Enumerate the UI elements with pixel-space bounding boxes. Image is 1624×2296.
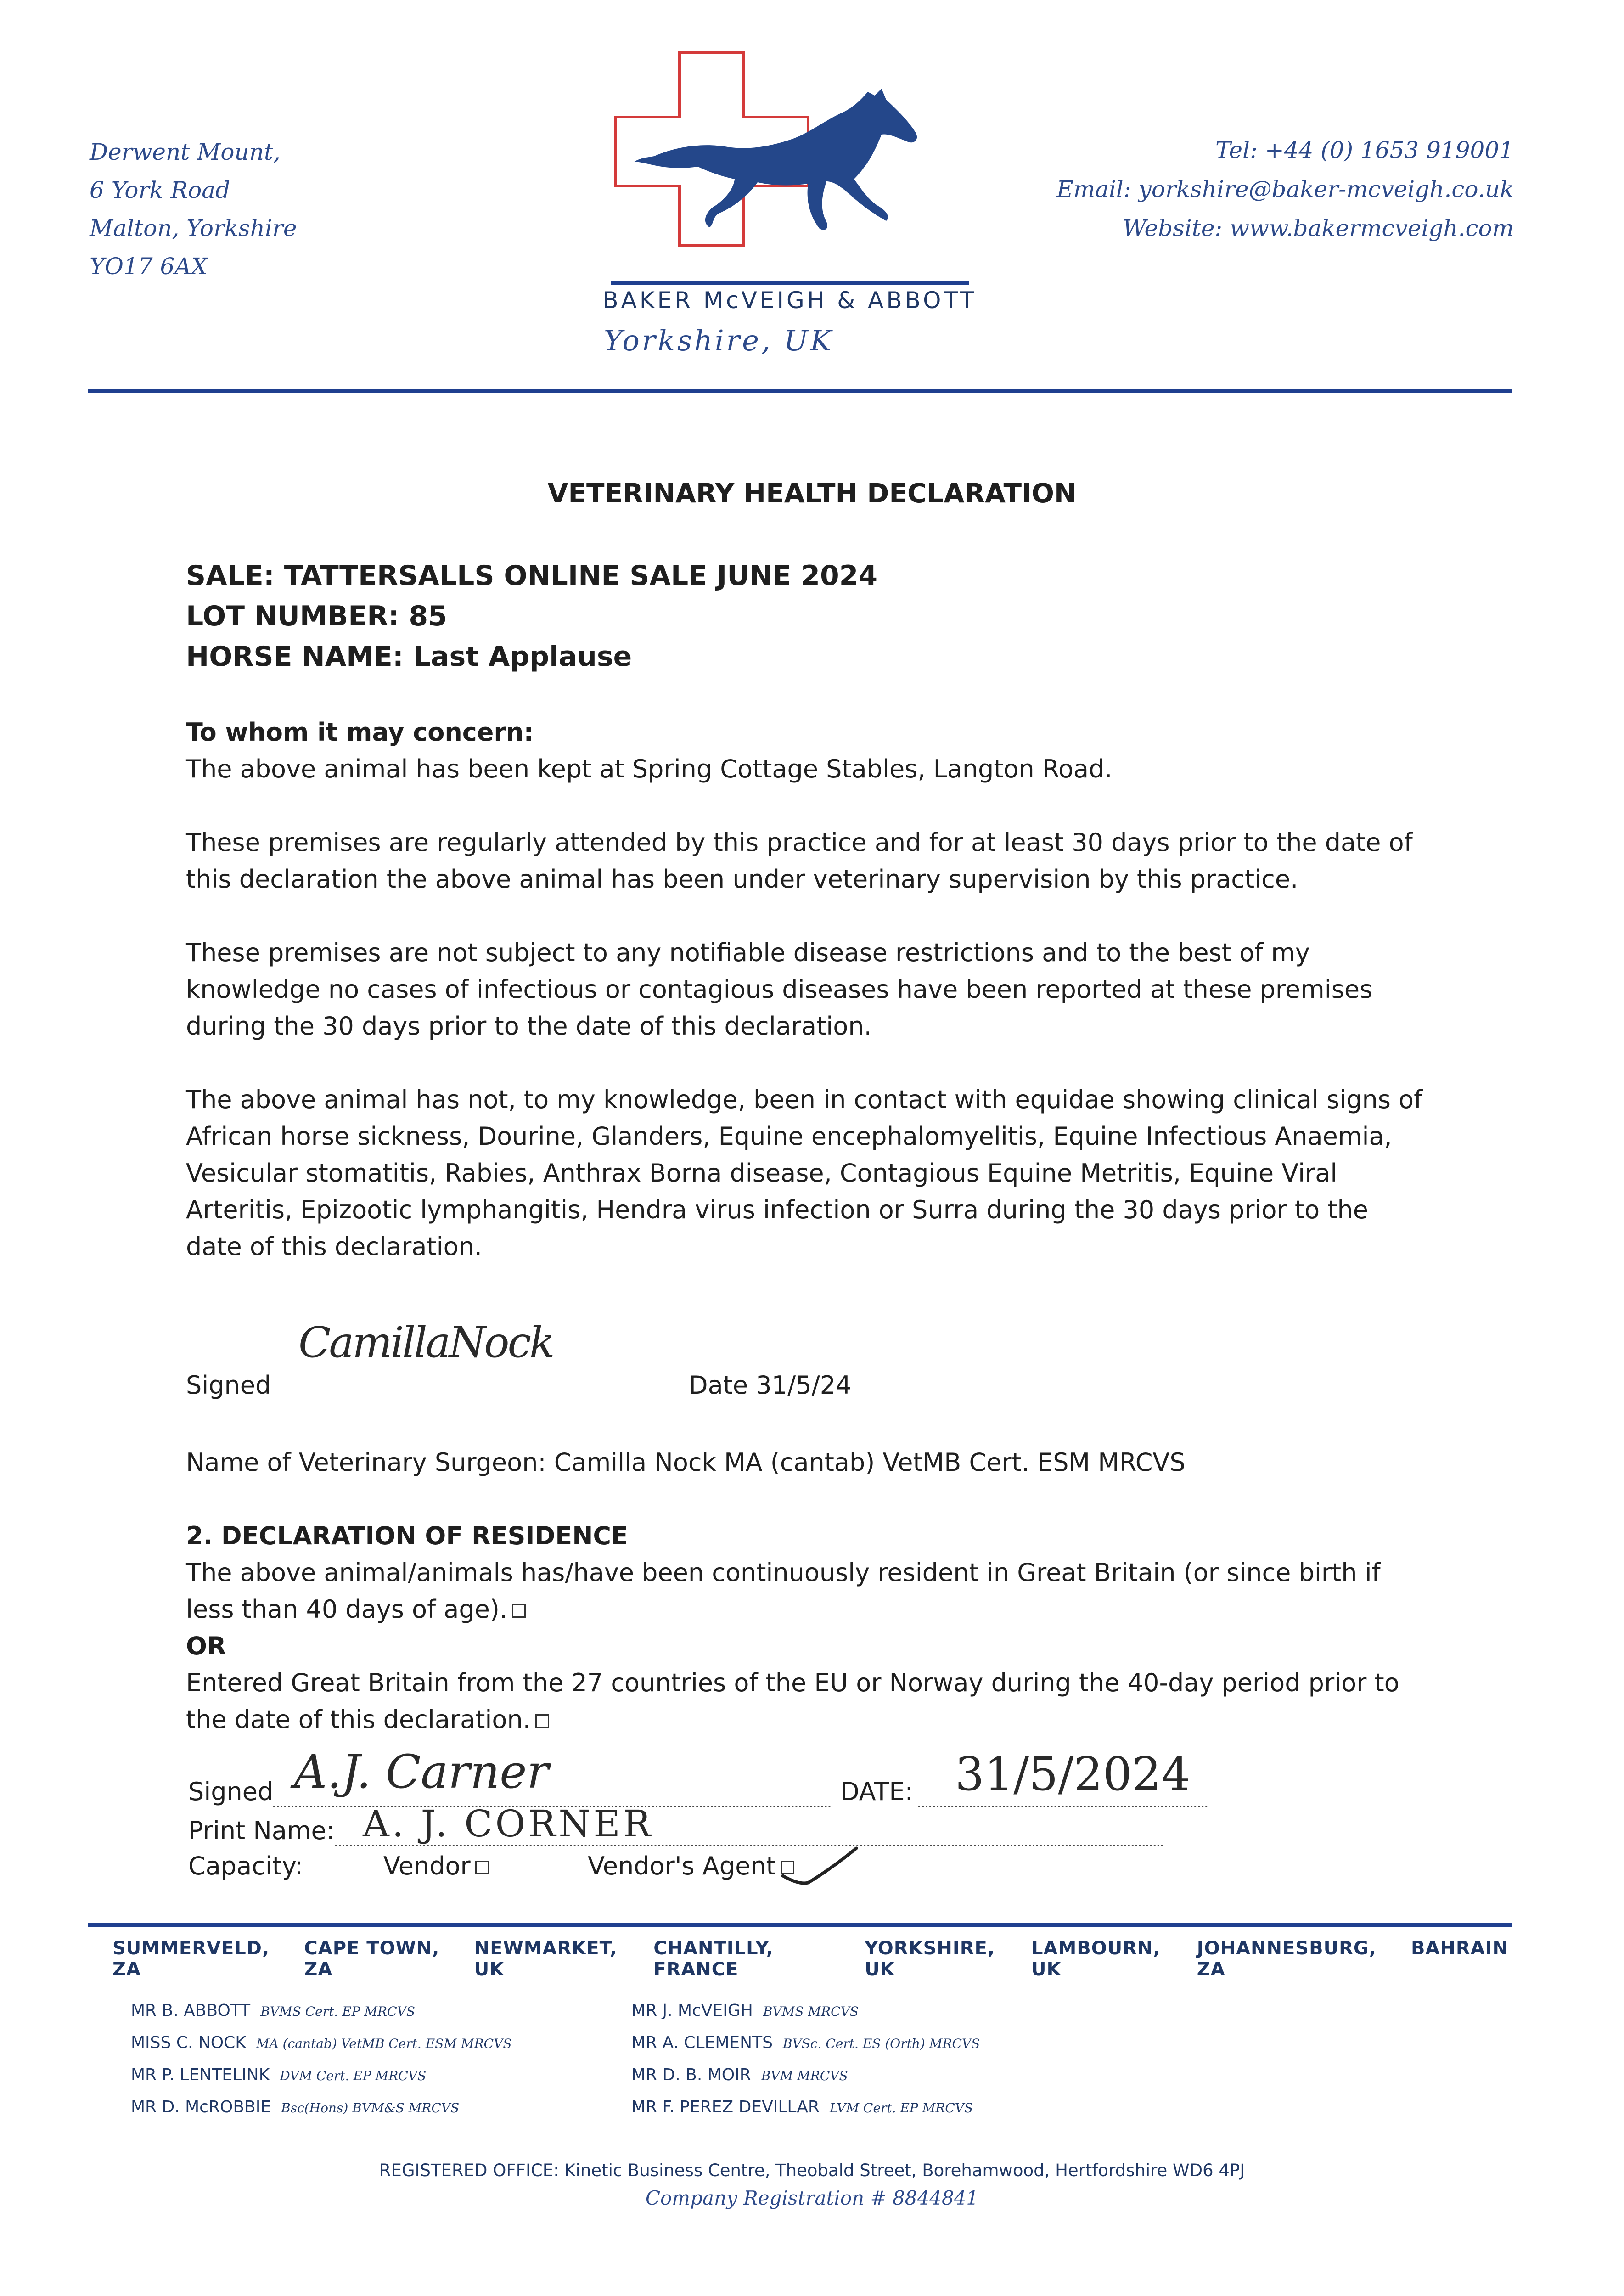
staff-entry: MR B. ABBOTT BVMS Cert. EP MRCVS	[131, 2001, 415, 2020]
registered-office: REGISTERED OFFICE: Kinetic Business Centre, Theobald Street, Borehamwood, Hertfordshire WD6 4PJ	[379, 2161, 1245, 2180]
city: BAHRAIN	[1410, 1938, 1508, 1959]
staff-list-right	[631, 1995, 980, 2124]
contact-email[interactable]: Email: yorkshire@baker-mcveigh.co.uk	[1056, 176, 1514, 203]
sale-name: SALE: TATTERSALLS ONLINE SALE JUNE 2024	[186, 560, 878, 592]
owner-date-label: DATE:	[840, 1777, 913, 1806]
staff-entry: MR A. CLEMENTS BVSc. Cert. ES (Orth) MRCVS	[631, 2033, 980, 2052]
footer-divider	[88, 1923, 1512, 1927]
staff-entry: MR P. LENTELINK DVM Cert. EP MRCVS	[131, 2065, 427, 2084]
option-2-checkbox[interactable]	[535, 1714, 549, 1728]
galloping-horse-icon	[634, 89, 917, 230]
or-label: OR	[186, 1632, 226, 1660]
staff-entry: MR F. PEREZ DEVILLAR LVM Cert. EP MRCVS	[631, 2098, 973, 2116]
city: CHANTILLY, FRANCE	[653, 1938, 774, 1980]
agent-label: Vendor's Agent	[588, 1851, 776, 1880]
logo-underline	[611, 281, 969, 285]
agent-tick-icon	[781, 1841, 859, 1892]
owner-date: 31/5/2024	[955, 1747, 1191, 1801]
residence-option-2: Entered Great Britain from the 27 countries of the EU or Norway during the 40-day period prior to the date of this declaration.	[186, 1668, 1399, 1734]
sale-details	[186, 556, 877, 677]
city: SUMMERVELD, ZA	[112, 1938, 270, 1980]
address-line: 6 York Road	[90, 177, 230, 203]
option-1-checkbox[interactable]	[512, 1604, 526, 1618]
office-locations	[112, 1938, 1508, 1980]
header-divider	[88, 389, 1512, 393]
city: LAMBOURN, UK	[1031, 1938, 1161, 1980]
staff-entry: MR D. McROBBIE Bsc(Hons) BVM&S MRCVS	[131, 2098, 460, 2116]
residence-option-1: The above animal/animals has/have been continuously resident in Great Britain (or since birth if less than 40 days of age).	[186, 1558, 1381, 1624]
print-name-value: A. J. CORNER	[363, 1802, 654, 1845]
lot-number: LOT NUMBER: 85	[186, 600, 447, 632]
company-registration: Company Registration # 8844841	[645, 2187, 979, 2209]
staff-entry: MR D. B. MOIR BVM MRCVS	[631, 2065, 848, 2084]
address-line: YO17 6AX	[90, 253, 208, 280]
document-title: VETERINARY HEALTH DECLARATION	[547, 478, 1077, 509]
vet-signed-label: Signed	[186, 1371, 271, 1400]
practice-address	[90, 133, 297, 286]
capacity-agent	[588, 1851, 794, 1880]
address-line: Malton, Yorkshire	[90, 215, 297, 242]
city: CAPE TOWN, ZA	[304, 1938, 440, 1980]
print-name-label: Print Name:	[188, 1816, 335, 1845]
contact-tel: Tel: +44 (0) 1653 919001	[1215, 137, 1514, 163]
vet-name: Name of Veterinary Surgeon: Camilla Nock MA (cantab) VetMB Cert. ESM MRCVS	[186, 1448, 1186, 1477]
declaration-paragraph: The above animal has been kept at Spring Cottage Stables, Langton Road.	[186, 754, 1113, 783]
declaration-body	[186, 714, 1426, 1265]
city: YORKSHIRE, UK	[865, 1938, 995, 1980]
vet-signature: CamillaNock	[298, 1318, 553, 1367]
capacity-vendor	[383, 1851, 489, 1880]
contact-website[interactable]: Website: www.bakermcveigh.com	[1123, 215, 1514, 242]
brand-location: Yorkshire, UK	[604, 324, 834, 357]
owner-signature: A.J. Carner	[294, 1745, 549, 1799]
salutation: To whom it may concern:	[186, 718, 534, 747]
city: JOHANNESBURG, ZA	[1197, 1938, 1377, 1980]
brand-name: BAKER McVEIGH & ABBOTT	[602, 287, 977, 314]
residence-section	[186, 1518, 1426, 1738]
staff-entry: MR J. McVEIGH BVMS MRCVS	[631, 2001, 859, 2020]
city: NEWMARKET, UK	[474, 1938, 618, 1980]
address-line: Derwent Mount,	[90, 139, 281, 165]
staff-entry: MISS C. NOCK MA (cantab) VetMB Cert. ESM MRCVS	[131, 2033, 512, 2052]
declaration-paragraph: These premises are not subject to any notifiable disease restrictions and to the best of my knowledge no cases of infectious or contagious diseases have been reported at these premises during the 30 days prior to the date of this declaration.	[186, 938, 1373, 1041]
vendor-label: Vendor	[383, 1851, 471, 1880]
vendor-checkbox[interactable]	[475, 1861, 489, 1874]
declaration-paragraph: These premises are regularly attended by this practice and for at least 30 days prior to the date of this declaration the above animal has been under veterinary supervision by this practice.	[186, 828, 1413, 894]
capacity-label: Capacity:	[188, 1851, 303, 1880]
vet-date: Date 31/5/24	[689, 1371, 852, 1400]
owner-signed-label: Signed	[188, 1777, 274, 1806]
practice-contact	[1056, 131, 1514, 248]
horse-name: HORSE NAME: Last Applause	[186, 641, 632, 673]
practice-logo	[611, 48, 969, 296]
declaration-paragraph: The above animal has not, to my knowledge, been in contact with equidae showing clinical signs of African horse sickness, Dourine, Glanders, Equine encephalomyelitis, Equine Infectious Anaemia, Vesicular stomatitis, Rabies, Anthrax Borna disease, Contagious Equine Metritis, Equine Viral Arteritis, Epizootic lymphangitis, Hendra virus infection or Surra during the 30 days prior to the date of this declaration.	[186, 1085, 1423, 1261]
staff-list-left	[131, 1995, 512, 2124]
residence-heading: 2. DECLARATION OF RESIDENCE	[186, 1521, 628, 1550]
